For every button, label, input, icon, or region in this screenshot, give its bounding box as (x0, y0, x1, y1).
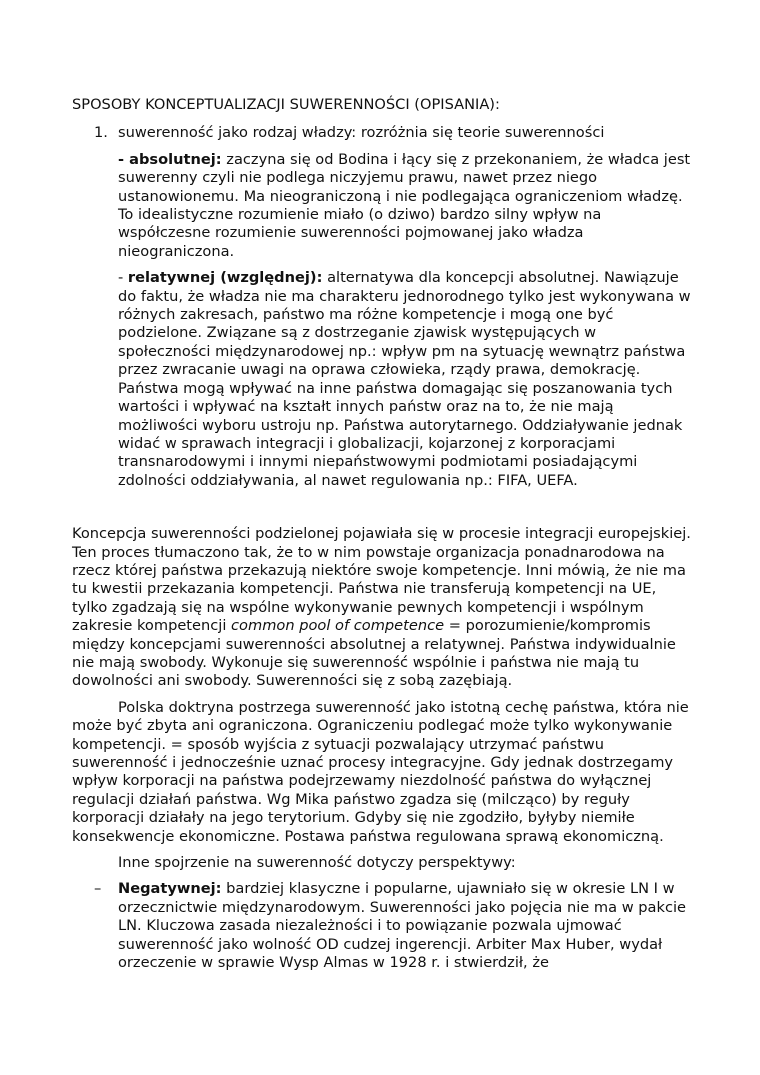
divided-sovereignty-paragraph (72, 525, 692, 691)
negative-text: bardziej klasyczne i popularne, ujawniało się w okresie LN I w orzecznictwie międzynarodowym. Suwerenności jako pojęcia nie ma w pakcie LN. Kluczowa zasada niezależności i to powiązanie pozwala ujmować suwerenność jako wolność OD cudzej ingerencji. Arbiter Max Huber, wydał orzeczenie w sprawie Wysp Almas w 1928 r. i stwierdził, że (118, 880, 687, 972)
absolute-text: zaczyna się od Bodina i łący się z przekonaniem, że władca jest suwerenny czyli nie podlega niczyjemu prawu, nawet przez niego ustanowionemu. Ma nieograniczoną i nie podlegająca ograniczeniom władzę. To idealistyczne rozumienie miało (o dziwo) bardzo silny wpływ na współczesne rozumienie suwerenności pojmowanej jako władza nieograniczona. (118, 150, 691, 260)
absolute-label: - absolutnej: (118, 150, 222, 168)
relative-prefix: - (118, 269, 128, 287)
list-item-1 (72, 124, 692, 142)
negative-perspective-item (72, 880, 692, 972)
list-item-text: suwerenność jako rodzaj władzy: rozróżnia się teorie suwerenności (118, 124, 605, 142)
divided-italic-term: common pool of competence (231, 617, 445, 635)
list-number: 1. (94, 124, 108, 142)
polish-doctrine-paragraph: Polska doktryna postrzega suwerenność jako istotną cechę państwa, która nie może być zbyta ani ograniczona. Ograniczeniu podlegać może tylko wykonywanie kompetencji. = sposób wyjścia z sytuacji pozwalający utrzymać państwu suwerenność i jednocześnie uznać procesy integracyjne. Gdy jednak dostrzegamy wpływ korporacji na państwa podejrzewamy niezdolność państwa do wyłącznej regulacji działań państwa. Wg Mika państwo zgadza się (milcząco) by reguły korporacji działały na jego terytorium. Gdyby się nie zgodziło, byłyby niemiłe konsekwencje ekonomiczne. Postawa państwa regulowana sprawą ekonomiczną. (72, 698, 689, 845)
relative-label: relatywnej (względnej): (127, 269, 323, 287)
dash-bullet: – (94, 880, 102, 898)
negative-label: Negatywnej: (118, 880, 222, 898)
relative-sovereignty-paragraph (72, 269, 692, 490)
section-heading: SPOSOBY KONCEPTUALIZACJI SUWERENNOŚCI (OPISANIA): (72, 96, 500, 113)
perspective-intro: Inne spojrzenie na suwerenność dotyczy perspektywy: (118, 854, 516, 872)
relative-text: alternatywa dla koncepcji absolutnej. Nawiązuje do faktu, że władza nie ma charakteru jednorodnego tylko jest wykonywana w różnych zakresach, państwo ma różne kompetencje i mogą one być podzielone. Związane są z dostrzeganie zjawisk występujących w społeczności międzynarodowej np.: wpływ pm na sytuację wewnątrz państwa przez zwracanie uwagi na oprawa człowieka, rządy prawa, demokrację. Państwa mogą wpływać na inne państwa domagając się poszanowania tych wartości i wpływać na kształt innych państw oraz na to, że nie mają możliwości wyboru ustroju np. Państwa autorytarnego. Oddziaływanie jednak widać w sprawach integracji i globalizacji, kojarzonej z korporacjami transnarodowymi i innymi niepaństwowymi podmiotami posiadającymi zdolności oddziaływania, al nawet regulowania np.: FIFA, UEFA. (118, 269, 691, 489)
divided-text-after: = porozumienie/kompromis między koncepcjami suwerenności absolutnej a relatywnej. Państwa indywidualnie nie mają swobody. Wykonuje się suwerenność wspólnie i państwa nie mają tu dowolności ani swobody. Suwerenności się z sobą zazębiają. (72, 617, 676, 690)
spacer (72, 498, 692, 525)
absolute-sovereignty-paragraph (72, 151, 692, 261)
document-page (72, 96, 692, 972)
divided-text-before: Koncepcja suwerenności podzielonej pojawiała się w procesie integracji europejskiej. Ten proces tłumaczono tak, że to w nim powstaje organizacja ponadnarodowa na rzecz której państwa przekazują niektóre swoje kompetencje. Inni mówią, że nie ma tu kwestii przekazania kompetencji. Państwa nie transferują kompetencji na UE, tylko zgadzają się na wspólne wykonywanie pewnych kompetencji i wspólnym zakresie kompetencji (72, 525, 691, 635)
